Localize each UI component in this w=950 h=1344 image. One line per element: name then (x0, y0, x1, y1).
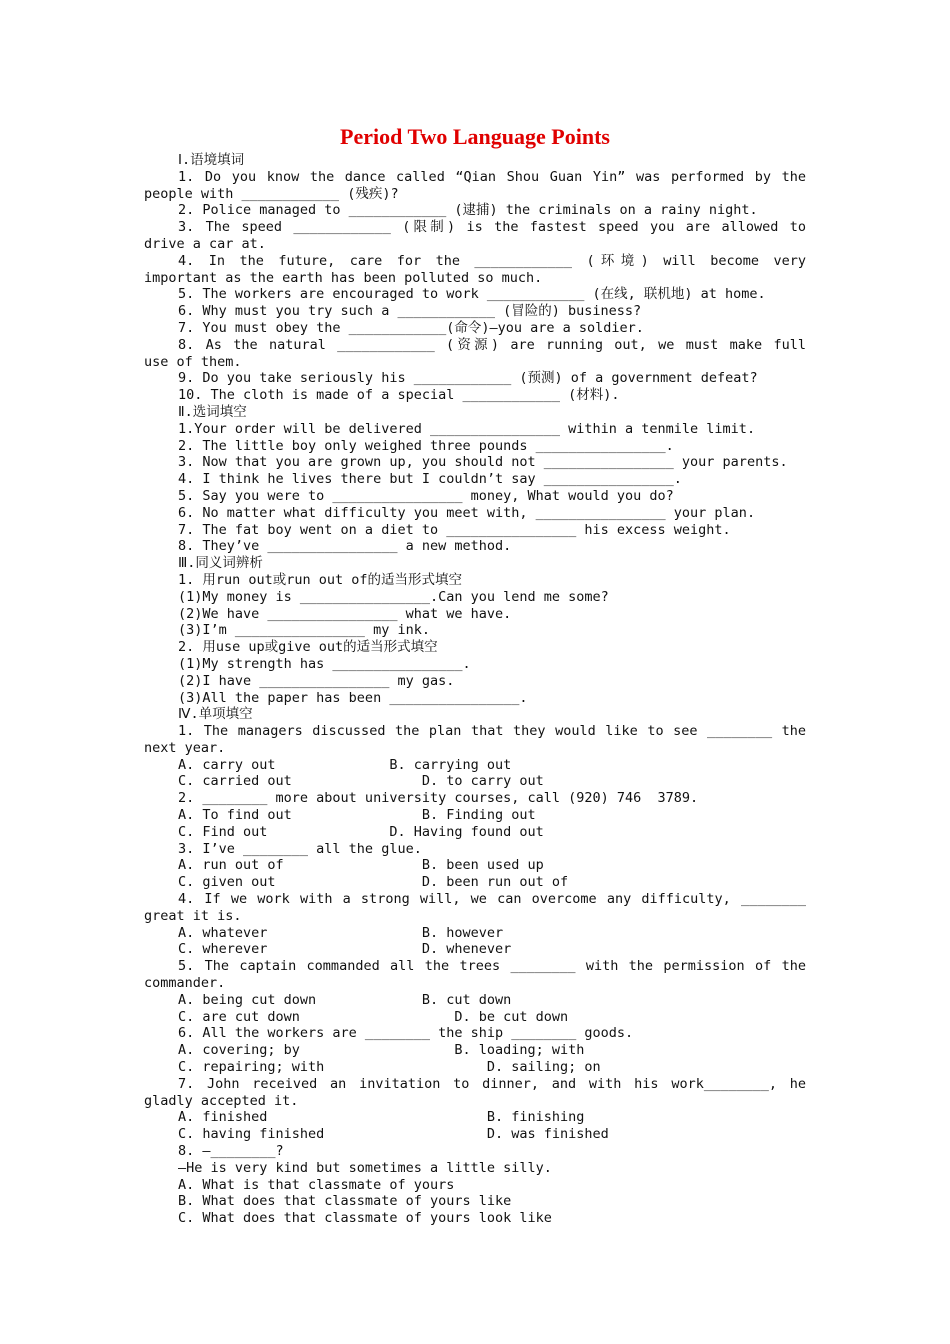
text-line: C. wherever D. whenever (178, 941, 512, 958)
text-line: C. Find out D. Having found out (178, 823, 544, 840)
text-line: 5. Say you were to ________________ money, What would you do? (178, 487, 674, 504)
text-line: 4. I think he lives there but I couldn’t say ________________. (178, 471, 682, 488)
text-line: Ⅲ.同义词辨析 (178, 555, 263, 572)
text-line: (2)We have ________________ what we have. (178, 605, 512, 622)
text-line: 6. All the workers are ________ the ship ________ goods. (178, 1025, 634, 1042)
text-line: Ⅳ.单项填空 (178, 706, 253, 723)
text-line: 7. You must obey the ____________(命令)—you are a soldier. (178, 319, 644, 336)
text-line: 3. The speed ____________ (限制) is the fastest speed you are allowed to (178, 219, 806, 236)
text-line: 5. The captain commanded all the trees ________ with the permission of the (178, 958, 806, 975)
text-line: 8. They’ve ________________ a new method. (178, 538, 512, 555)
text-line: C. having finished D. was finished (178, 1126, 609, 1143)
text-line: 2. The little boy only weighed three pounds ________________. (178, 437, 674, 454)
document-page (144, 122, 806, 1227)
text-line: (3)I’m ________________ my ink. (178, 622, 430, 639)
text-line: A. finished B. finishing (178, 1109, 585, 1126)
text-line: A. being cut down B. cut down (178, 991, 512, 1008)
text-line: drive a car at. (144, 235, 266, 252)
text-line: 7. The fat boy went on a diet to ________________ his excess weight. (178, 521, 731, 538)
text-line: 1. Do you know the dance called “Qian Shou Guan Yin” was performed by the (178, 168, 806, 185)
text-line: Ⅱ.选词填空 (178, 403, 247, 420)
text-line: 8. —________? (178, 1143, 284, 1160)
text-line: C. given out D. been run out of (178, 874, 569, 891)
text-line: gladly accepted it. (144, 1092, 299, 1109)
text-line: next year. (144, 739, 226, 756)
text-line: 2. 用use up或give out的适当形式填空 (178, 639, 438, 656)
text-line: 8. As the natural ____________ (资源) are running out, we must make full (178, 336, 806, 353)
text-line: commander. (144, 975, 226, 992)
text-line: (1)My strength has ________________. (178, 655, 471, 672)
text-line: important as the earth has been polluted so much. (144, 269, 543, 286)
text-line: A. covering; by B. loading; with (178, 1042, 585, 1059)
text-line: A. To find out B. Finding out (178, 807, 536, 824)
text-line: B. What does that classmate of yours like (178, 1193, 512, 1210)
text-line: 6. No matter what difficulty you meet with, ________________ your plan. (178, 504, 756, 521)
text-line: 7. John received an invitation to dinner, and with his work________, he (178, 1075, 806, 1092)
text-line: C. are cut down D. be cut down (178, 1008, 569, 1025)
text-line: 3. Now that you are grown up, you should not ________________ your parents. (178, 454, 788, 471)
text-line: C. carried out D. to carry out (178, 773, 544, 790)
text-line: A. carry out B. carrying out (178, 756, 512, 773)
text-line: 9. Do you take seriously his ____________ (预测) of a government defeat? (178, 370, 758, 387)
text-line: 1.Your order will be delivered ________________ within a tenmile limit. (178, 420, 756, 437)
text-line: A. whatever B. however (178, 924, 504, 941)
text-line: use of them. (144, 353, 242, 370)
text-line: 4. In the future, care for the ____________ (环境) will become very (178, 252, 806, 269)
text-line: 2. ________ more about university courses, call (920) 746 3789. (178, 790, 699, 807)
text-line: (2)I have ________________ my gas. (178, 672, 455, 689)
text-line: 10. The cloth is made of a special ____________ (材料). (178, 387, 620, 404)
text-line: great it is. (144, 907, 242, 924)
text-line: —He is very kind but sometimes a little silly. (178, 1159, 552, 1176)
text-line: 4. If we work with a strong will, we can overcome any difficulty, ________ (178, 891, 806, 908)
text-line: A. run out of B. been used up (178, 857, 544, 874)
text-line: 1. The managers discussed the plan that they would like to see ________ the (178, 723, 806, 740)
text-line: A. What is that classmate of yours (178, 1176, 455, 1193)
text-line: (1)My money is ________________.Can you lend me some? (178, 588, 609, 605)
text-line: (3)All the paper has been ________________. (178, 689, 528, 706)
text-line: 3. I’ve ________ all the glue. (178, 840, 422, 857)
text-line: 5. The workers are encouraged to work ____________ (在线, 联机地) at home. (178, 286, 766, 303)
text-line: 6. Why must you try such a ____________ (冒险的) business? (178, 303, 642, 320)
document-body (144, 152, 806, 1227)
text-line: 1. 用run out或run out of的适当形式填空 (178, 571, 463, 588)
text-line: people with ____________ (残疾)? (144, 185, 399, 202)
text-line: 2. Police managed to ____________ (逮捕) the criminals on a rainy night. (178, 202, 758, 219)
text-line: C. repairing; with D. sailing; on (178, 1059, 601, 1076)
text-line: C. What does that classmate of yours look like (178, 1210, 552, 1227)
page-title: Period Two Language Points (340, 124, 610, 149)
text-line: Ⅰ.语境填词 (178, 152, 245, 168)
